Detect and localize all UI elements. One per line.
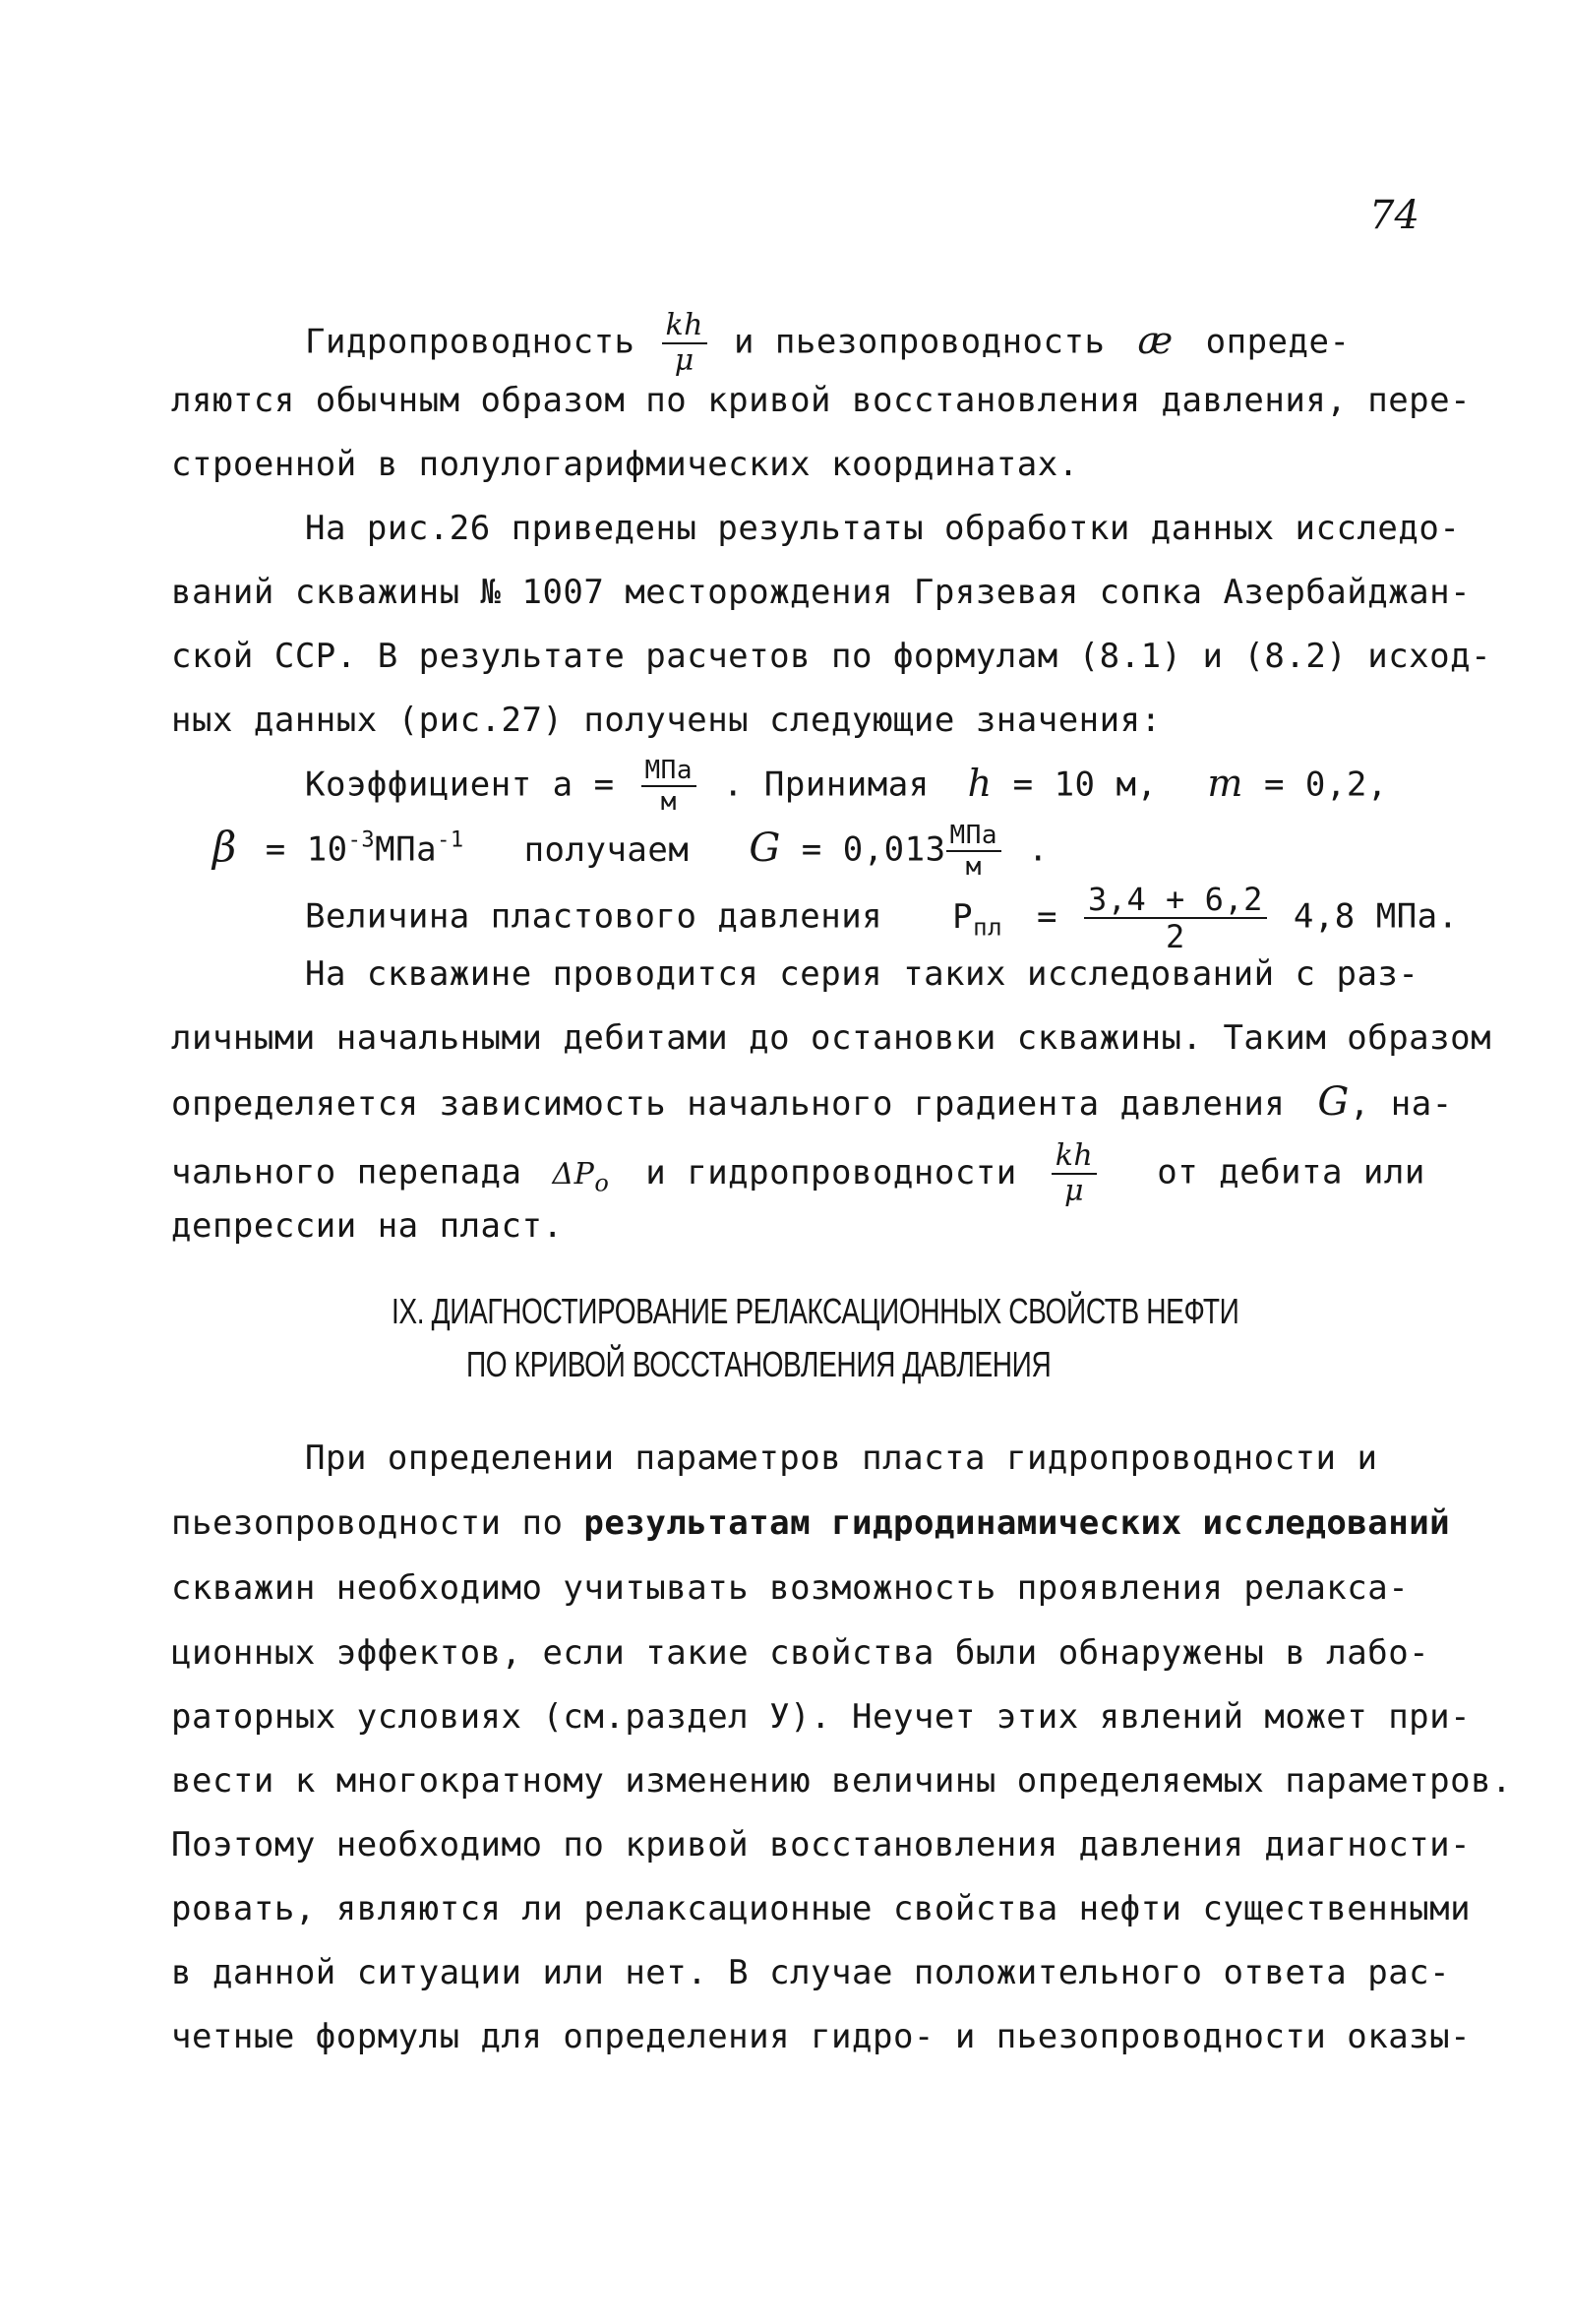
text-span: . Принимая — [722, 764, 930, 805]
formula-line-beta — [212, 823, 1049, 880]
text-span: Величина пластового давления — [305, 896, 883, 937]
text-span: Коэффициент a = — [305, 764, 615, 805]
fraction-denominator: м — [660, 787, 677, 817]
paragraph-3-line-1: На скважине проводится серия таких исследований с раз- — [305, 954, 1419, 994]
fraction-pressure-average — [1084, 881, 1267, 955]
text-span: и пьезопроводность — [733, 322, 1106, 362]
paragraph-3-line-4 — [171, 1138, 1425, 1208]
paragraph-2-line-1: На рис.26 приведены результаты обработки данных исследо- — [305, 509, 1461, 548]
text-span: опреде- — [1205, 322, 1351, 362]
paragraph-4-line-8: ровать, являются ли релаксационные свойства нефти существенными — [171, 1889, 1472, 1928]
text-span: 4,8 МПа. — [1293, 896, 1459, 937]
fraction-numerator: kh — [662, 311, 708, 344]
paragraph-4-line-1: При определении параметров пласта гидропроводности и — [305, 1438, 1378, 1478]
fraction-kh-mu — [1052, 1138, 1098, 1208]
paragraph-1-line-1 — [305, 308, 1351, 378]
paragraph-4-line-2 — [171, 1503, 1450, 1543]
paragraph-4-line-9: в данной ситуации или нет. В случае положительного ответа рас- — [171, 1953, 1451, 1992]
text-span: . — [1028, 829, 1049, 870]
text-span: и гидропроводности — [645, 1152, 1017, 1193]
paragraph-3-line-3 — [171, 1079, 1453, 1125]
text-span: = 0,013 — [801, 829, 946, 870]
delta-p-symbol: ΔP — [552, 1156, 595, 1192]
formula-line-coefficient — [305, 758, 1388, 815]
subscript: o — [594, 1169, 610, 1197]
text-span: от дебита или — [1157, 1152, 1425, 1193]
m-symbol: m — [1207, 761, 1243, 805]
beta-symbol: β — [212, 822, 237, 871]
fraction-denominator: μ — [674, 343, 694, 378]
text-span: = 10 м, — [1012, 764, 1158, 805]
fraction-numerator: 3,4 + 6,2 — [1084, 884, 1267, 919]
page-number: 74 — [1369, 193, 1419, 238]
text-span: P — [952, 896, 974, 937]
fraction-numerator: kh — [1052, 1141, 1098, 1175]
paragraph-4-line-5: раторных условиях (см.раздел У). Неучет этих явлений может при- — [171, 1697, 1472, 1737]
text-span: получаем — [523, 829, 690, 870]
text-span: = — [1037, 896, 1057, 937]
text-span: = 10 — [265, 829, 348, 870]
paragraph-1-line-2: ляются обычным образом по кривой восстановления давления, пере- — [171, 381, 1472, 420]
paragraph-3-line-2: личными начальными дебитами до остановки скважины. Таким образом — [171, 1018, 1492, 1058]
h-symbol: h — [967, 761, 993, 805]
subscript: пл — [973, 913, 1003, 942]
text-span: определяется зависимость начального градиента давления — [171, 1084, 1286, 1124]
paragraph-2-line-4: ных данных (рис.27) получены следующие значения: — [171, 701, 1162, 740]
fraction-denominator: м — [965, 852, 982, 882]
fraction-denominator: 2 — [1166, 918, 1185, 955]
text-span: пьезопроводности по — [171, 1503, 564, 1543]
text-span: , на- — [1349, 1084, 1453, 1124]
paragraph-4-line-3: скважин необходимо учитывать возможность проявления релакса- — [171, 1568, 1410, 1608]
fraction-denominator: μ — [1063, 1174, 1084, 1208]
fraction-numerator: МПа — [641, 758, 696, 787]
paragraph-3-line-5: депрессии на пласт. — [171, 1206, 564, 1246]
superscript: -3 — [347, 827, 376, 853]
text-span: МПа — [375, 829, 438, 870]
paragraph-4-line-6: вести к многократному изменению величины определяемых параметров. — [171, 1761, 1513, 1801]
paragraph-4-line-4: ционных эффектов, если такие свойства были обнаружены в лабо- — [171, 1633, 1430, 1673]
superscript: -1 — [437, 827, 464, 853]
kappa-symbol: æ — [1137, 318, 1174, 362]
g-symbol: G — [1317, 1079, 1350, 1125]
g-symbol: G — [749, 825, 781, 871]
paragraph-1-line-3: строенной в полулогарифмических координатах. — [171, 445, 1079, 484]
fraction-mpa-per-m — [641, 758, 696, 815]
paragraph-4-line-7: Поэтому необходимо по кривой восстановления давления диагности- — [171, 1825, 1472, 1865]
text-span: чального перепада — [171, 1152, 522, 1193]
text-span: Гидропроводность — [305, 322, 635, 362]
fraction-numerator: МПа — [946, 823, 1001, 852]
fraction-kh-mu — [662, 308, 708, 378]
formula-line-pressure — [305, 881, 1459, 955]
paragraph-2-line-3: ской ССР. В результате расчетов по формулам (8.1) и (8.2) исход- — [171, 637, 1492, 676]
paragraph-4-line-10: четные формулы для определения гидро- и пьезопроводности оказы- — [171, 2017, 1472, 2056]
fraction-mpa-per-m — [946, 823, 1001, 880]
section-heading-line-2: ПО КРИВОЙ ВОССТАНОВЛЕНИЯ ДАВЛЕНИЯ — [466, 1344, 1052, 1384]
section-heading-line-1: IX. ДИАГНОСТИРОВАНИЕ РЕЛАКСАЦИОННЫХ СВОЙСТВ НЕФТИ — [392, 1291, 1239, 1331]
paragraph-2-line-2: ваний скважины № 1007 месторождения Грязевая сопка Азербайджан- — [171, 573, 1472, 612]
text-span: = 0,2, — [1263, 764, 1388, 805]
text-span: результатам гидродинамических исследований — [583, 1503, 1451, 1543]
